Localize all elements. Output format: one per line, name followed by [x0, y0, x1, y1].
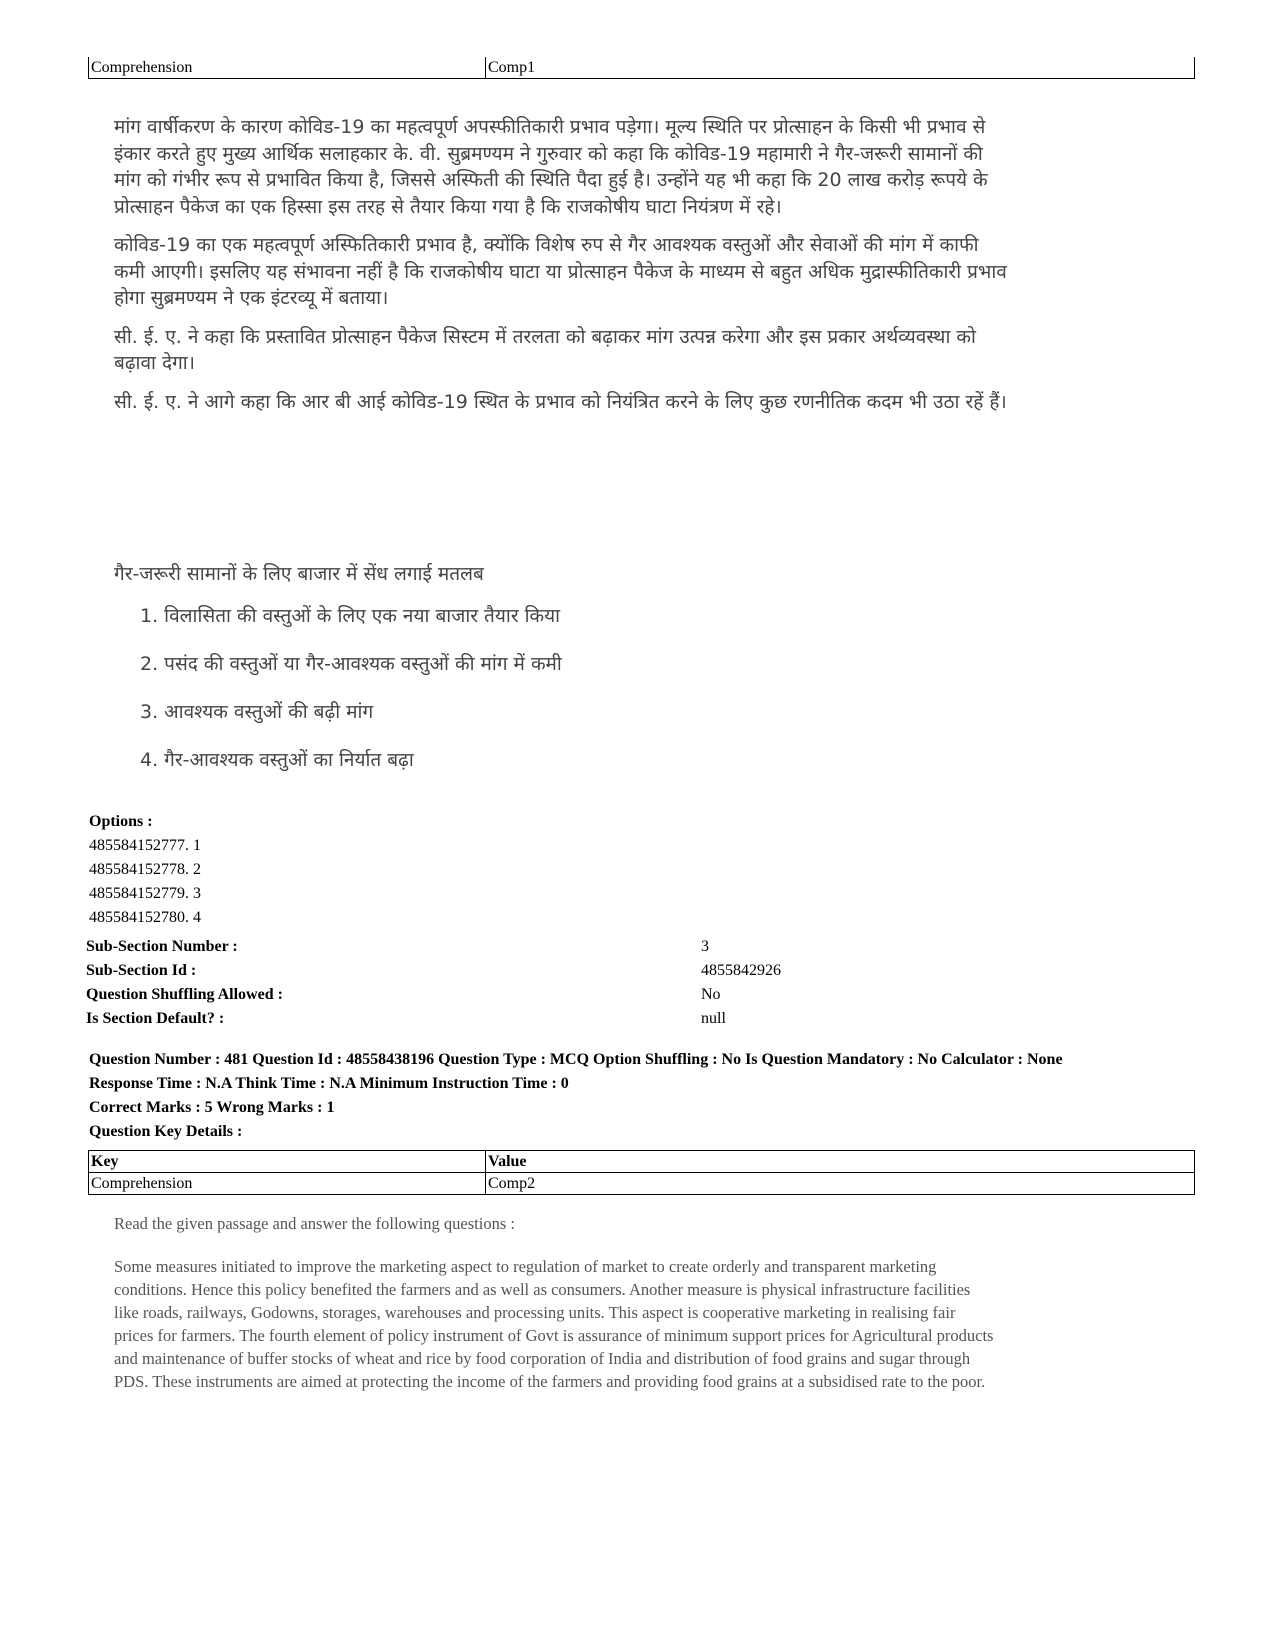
- question-info-line: Response Time : N.A Think Time : N.A Minimum Instruction Time : 0: [89, 1075, 569, 1092]
- table-header-row: [89, 1151, 1195, 1173]
- hindi-paragraph-2: कोविड-19 का एक महत्वपूर्ण अस्फितिकारी प्रभाव है, क्योंकि विशेष रुप से गैर आवश्यक वस्तुओं और सेवाओं की मांग में काफी कमी आएगी। इसलिए यह संभावना नहीं है कि राजकोषीय घाटा या प्रोत्साहन पैकेज के माध्यम से बहुत अधिक मुद्रास्फीतिकारी प्रभाव होगा सुब्रमण्यम ने एक इंटरव्यू में बताया।: [114, 234, 1007, 309]
- comprehension-key-table-top: [88, 57, 1195, 79]
- value-header: Value: [486, 1151, 1195, 1173]
- choice-item: 2. पसंद की वस्तुओं या गैर-आवश्यक वस्तुओं की मांग में कमी: [140, 653, 562, 675]
- key-header: Key: [89, 1151, 486, 1173]
- detail-row: [86, 1007, 986, 1031]
- detail-value: No: [701, 986, 721, 1003]
- question-stem: गैर-जरूरी सामानों के लिए बाजार में सेंध लगाई मतलब: [114, 563, 484, 585]
- option-item: 485584152777. 1: [89, 837, 201, 854]
- detail-row: [86, 959, 986, 983]
- detail-label: Sub-Section Id :: [86, 962, 197, 979]
- option-item: 485584152778. 2: [89, 861, 201, 878]
- detail-label: Sub-Section Number :: [86, 938, 238, 955]
- choice-item: 4. गैर-आवश्यक वस्तुओं का निर्यात बढ़ा: [140, 749, 414, 771]
- hindi-question-image: [114, 560, 1014, 795]
- question-info-line: Question Number : 481 Question Id : 48558438196 Question Type : MCQ Option Shuffling : No Is Question Mandatory : No Calculator : None: [89, 1051, 1063, 1068]
- detail-row: [86, 983, 986, 1007]
- detail-label: Is Section Default? :: [86, 1010, 225, 1027]
- question-info-line: Correct Marks : 5 Wrong Marks : 1: [89, 1099, 335, 1116]
- hindi-paragraph-3: सी. ई. ए. ने कहा कि प्रस्तावित प्रोत्साहन पैकेज सिस्टम में तरलता को बढ़ाकर मांग उत्पन्न करेगा और इस प्रकार अर्थव्यवस्था को बढ़ावा देगा।: [114, 325, 976, 374]
- subsection-details: [86, 935, 986, 1031]
- table-row: [89, 57, 1195, 79]
- detail-value: null: [701, 1010, 726, 1027]
- detail-value: 3: [701, 938, 709, 955]
- option-item: 485584152780. 4: [89, 909, 201, 926]
- choice-list: [114, 603, 1014, 773]
- detail-row: [86, 935, 986, 959]
- passage-body: Some measures initiated to improve the marketing aspect to regulation of market to create orderly and transparent marketing conditions. Hence this policy benefited the farmers and as well as consumers. Another measure is physical infrastructure facilities like roads, railways, Godowns, storages, warehouses and processing units. This aspect is cooperative marketing in realising fair prices for farmers. The fourth element of policy instrument of Govt is assurance of minimum support prices for Agricultural products and maintenance of buffer stocks of wheat and rice by food corporation of India and distribution of food grains and sugar through PDS. These instruments are aimed at protecting the income of the farmers and providing food grains at a subsidised rate to the poor.: [114, 1257, 994, 1391]
- key-cell: Comprehension: [89, 1173, 486, 1195]
- question-info: [89, 1050, 1199, 1146]
- option-item: 485584152779. 3: [89, 885, 201, 902]
- hindi-paragraph-4: सी. ई. ए. ने आगे कहा कि आर बी आई कोविड-19 स्थित के प्रभाव को नियंत्रित करने के लिए कुछ रणनीतिक कदम भी उठा रहें हैं।: [114, 390, 1007, 413]
- value-cell: Comp1: [486, 57, 1195, 79]
- question-key-table: [88, 1150, 1195, 1195]
- question-info-line: Question Key Details :: [89, 1123, 243, 1140]
- choice-item: 3. आवश्यक वस्तुओं की बढ़ी मांग: [140, 701, 374, 723]
- value-cell: Comp2: [486, 1173, 1195, 1195]
- options-block: [89, 810, 201, 930]
- hindi-passage-image: [114, 114, 1014, 427]
- key-cell: Comprehension: [89, 57, 486, 79]
- choice-item: 1. विलासिता की वस्तुओं के लिए एक नया बाजार तैयार किया: [140, 605, 561, 627]
- detail-label: Question Shuffling Allowed :: [86, 986, 283, 1003]
- passage-instruction: Read the given passage and answer the following questions :: [114, 1214, 515, 1233]
- options-heading: Options :: [89, 813, 153, 830]
- detail-value: 4855842926: [701, 962, 781, 979]
- table-row: [89, 1173, 1195, 1195]
- hindi-paragraph-1: मांग वार्षीकरण के कारण कोविड-19 का महत्वपूर्ण अपस्फीतिकारी प्रभाव पड़ेगा। मूल्य स्थिति पर प्रोत्साहन के किसी भी प्रभाव से इंकार करते हुए मुख्य आर्थिक सलाहकार के. वी. सुब्रमण्यम ने गुरुवार को कहा कि कोविड-19 महामारी ने गैर-जरूरी सामानों की मांग को गंभीर रूप से प्रभावित किया है, जिससे अस्फिती की स्थिति पैदा हुई है। उन्होंने यह भी कहा कि 20 लाख करोड़ रूपये के प्रोत्साहन पैकेज का एक हिस्सा इस तरह से तैयार किया गया है कि राजकोषीय घाटा नियंत्रण में रहे।: [114, 116, 988, 218]
- english-passage-image: [114, 1212, 994, 1393]
